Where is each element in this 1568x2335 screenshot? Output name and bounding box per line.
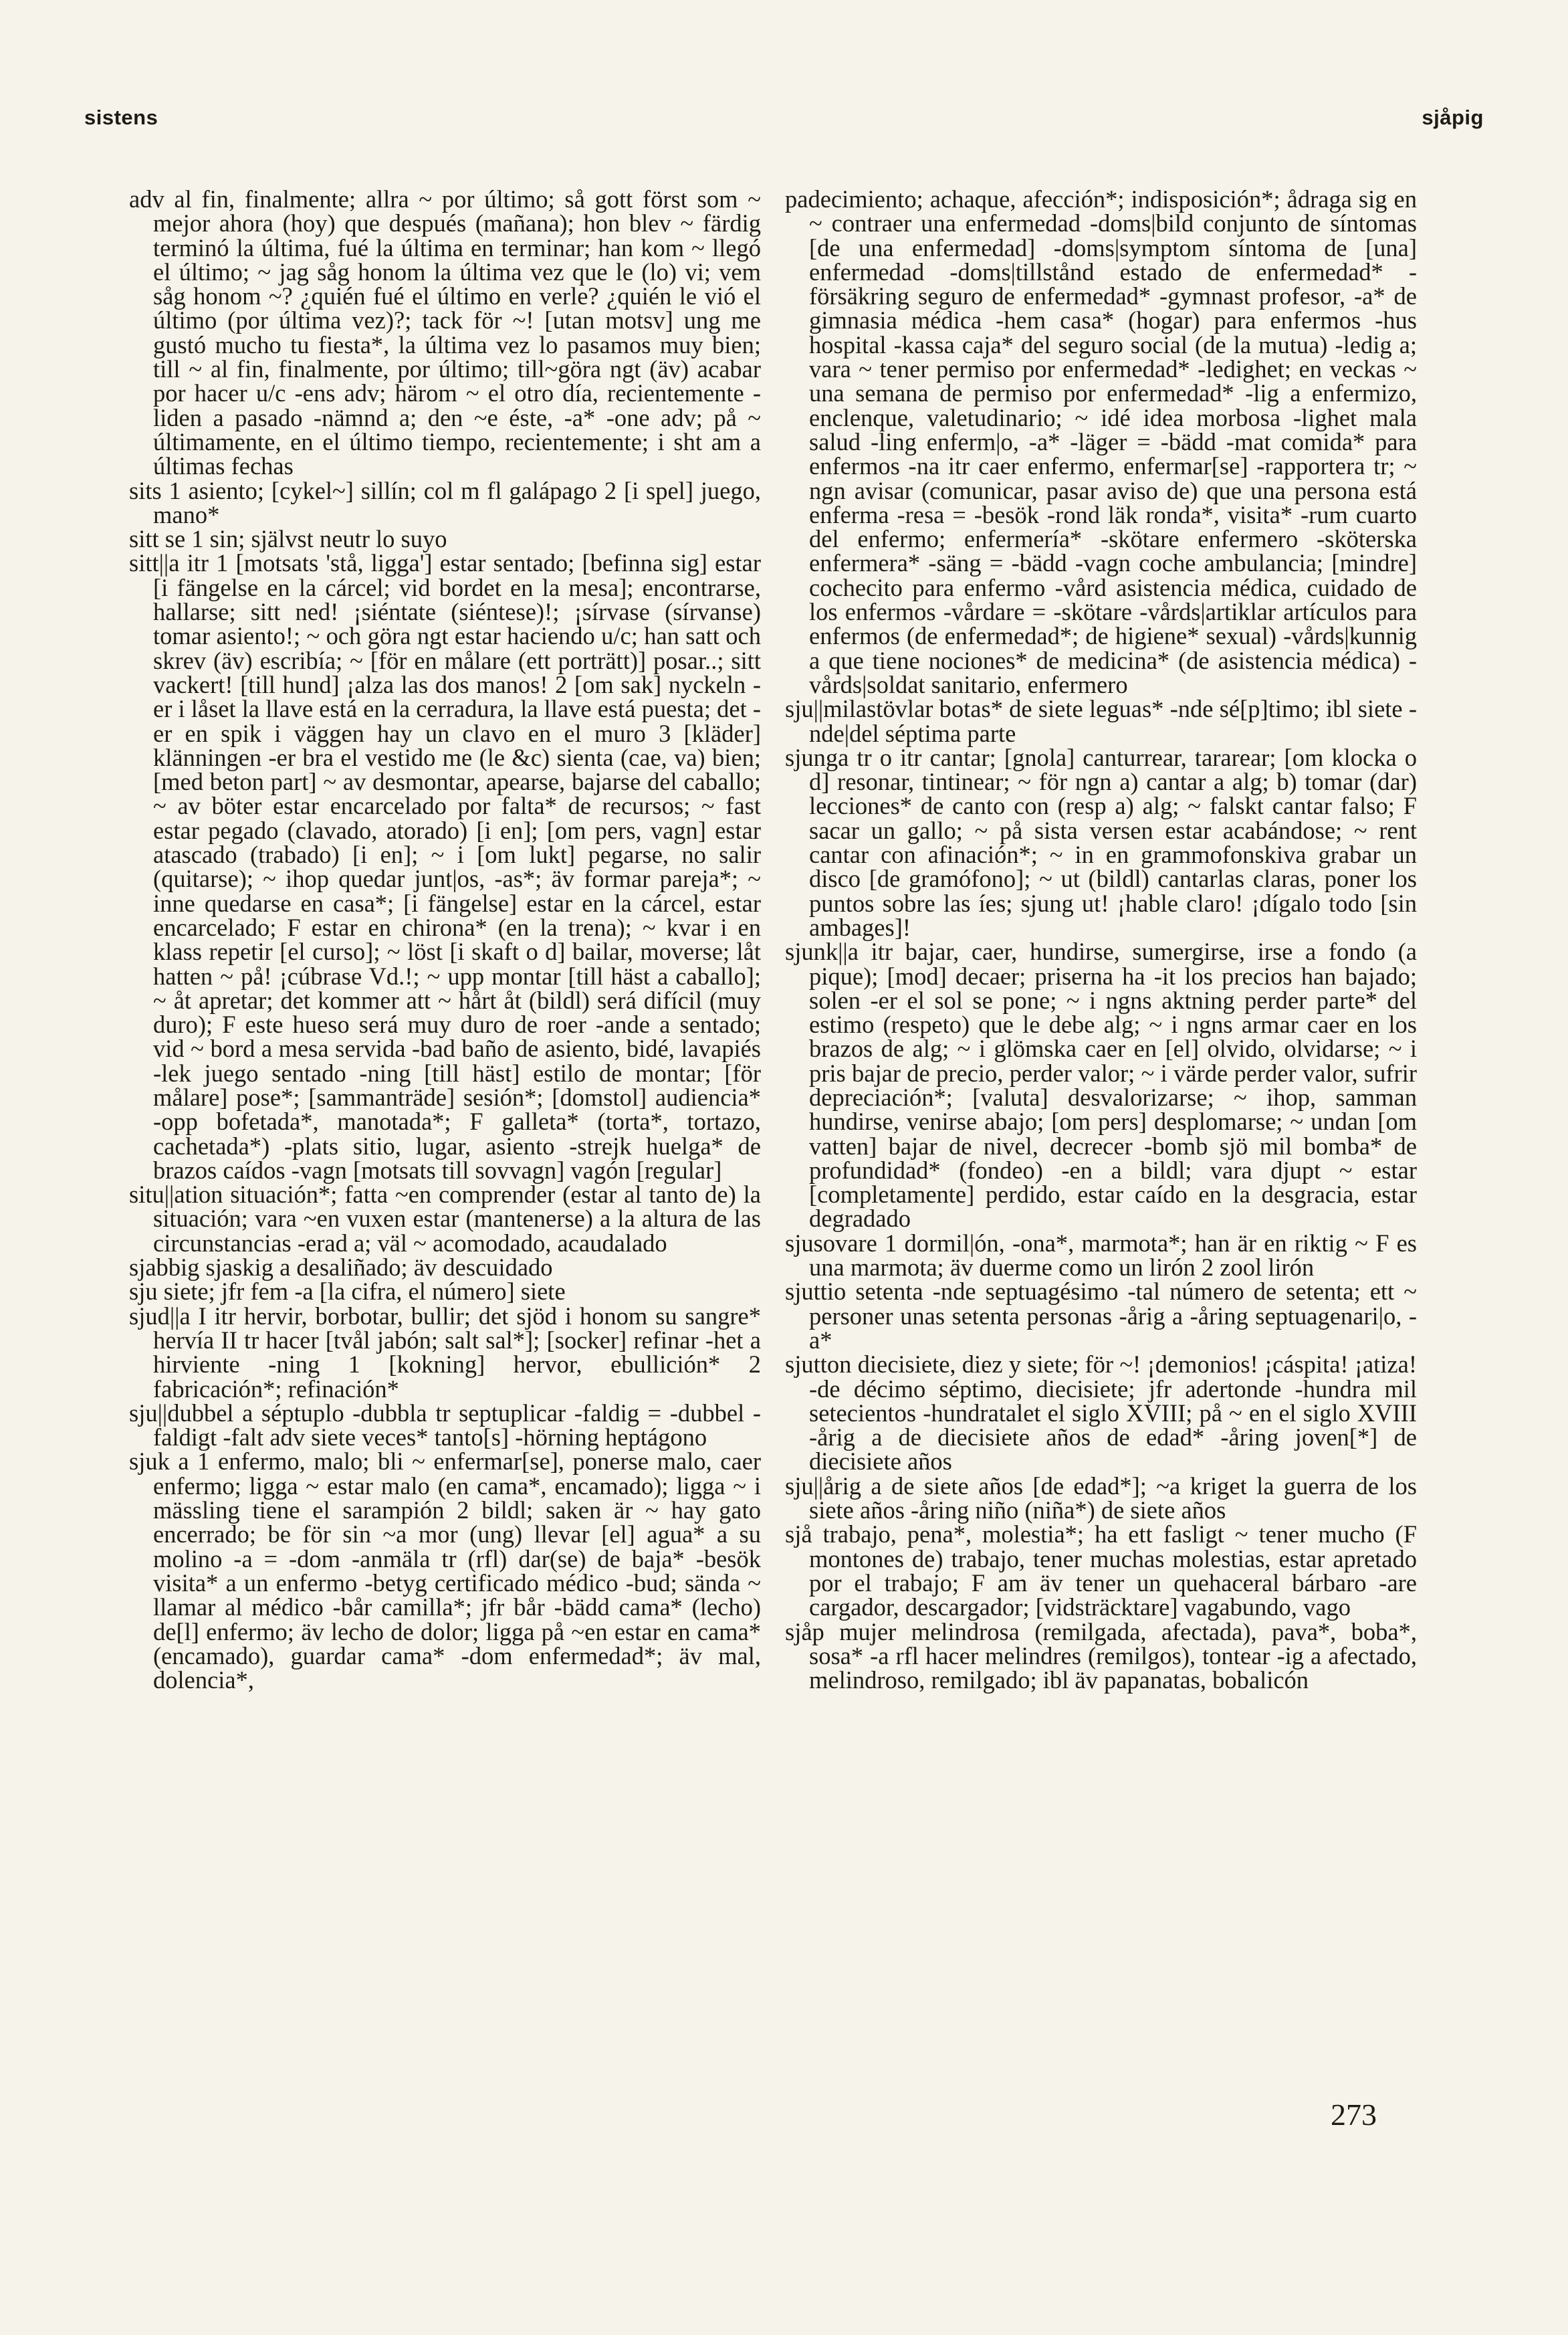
left-column <box>129 187 761 1692</box>
right-column <box>785 187 1417 1692</box>
dictionary-entry: sju||milastövlar botas* de siete leguas* -nde sé[p]timo; ibl siete -nde|del séptima parte <box>785 695 1417 747</box>
dictionary-entry: sjuk a 1 enfermo, malo; bli ~ enfermar[se], ponerse malo, caer enfermo; ligga ~ estar malo (en cama*, encamado); ligga ~ i mässling tiene el sarampión 2 bildl; saken är ~ hay gato encerrado; be för sin ~a mor (ung) llevar [el] agua* a su molino -a = -dom -anmäla tr (rfl) dar(se) de baja* -besök visita* a un enfermo -betyg certificado médico -bud; sända ~ llamar al médico -bår camilla*; jfr bår -bädd cama* (lecho) de[l] enfermo; äv lecho de dolor; ligga på ~en estar en cama* (encamado), guardar cama* -dom enfermedad*; äv mal, dolencia*, <box>129 1447 761 1694</box>
dictionary-entry: sjunk||a itr bajar, caer, hundirse, sumergirse, irse a fondo (a pique); [mod] decaer; priserna ha -it los precios han bajado; solen -er el sol se pone; ~ i ngns aktning perder parte* del estimo (respeto) que le debe alg; ~ i ngns armar caer en los brazos de alg; ~ i glömska caer en [el] olvido, olvidarse; ~ i pris bajar de precio, perder valor; ~ i värde perder valor, sufrir depreciación*; [valuta] desvalorizarse; ~ ihop, samman hundirse, venirse abajo; [om pers] desplomarse; ~ undan [om vatten] bajar de nivel, decrecer -bomb sjö mil bomba* de profundidad* (fondeo) -en a bildl; vara djupt ~ estar [completamente] perdido, estar caído en la desgracia, estar degradado <box>785 938 1417 1233</box>
dictionary-entry: sjuttio setenta -nde septuagésimo -tal número de setenta; ett ~ personer unas setenta personas -årig a -åring septuagenari|o, -a* <box>785 1278 1417 1354</box>
dictionary-entry: adv al fin, finalmente; allra ~ por último; så gott först som ~ mejor ahora (hoy) que después (mañana); hon blev ~ färdig terminó la última, fué la última en terminar; han kom ~ llegó el último; ~ jag såg honom la última vez que le (lo) vi; vem såg honom ~? ¿quién fué el último en verle? ¿quién le vió el último (por última vez)?; tack för ~! [utan motsv] ung me gustó mucho tu fiesta*, la última vez lo pasamos muy bien; till ~ al fin, finalmente, por último; till~göra ngt (äv) acabar por hacer u/c -ens adv; härom ~ el otro día, recientemente -liden a pasado -nämnd a; den ~e éste, -a* -one adv; på ~ últimamente, en el último tiempo, recientemente; i sht am a últimas fechas <box>129 185 761 480</box>
dictionary-entry: sju||årig a de siete años [de edad*]; ~a kriget la guerra de los siete años -åring niño (niña*) de siete años <box>785 1471 1417 1524</box>
page-number: 273 <box>1331 2098 1377 2132</box>
dictionary-entry: sitt||a itr 1 [motsats 'stå, ligga'] estar sentado; [befinna sig] estar [i fängelse en la cárcel; vid bordet en la mesa]; encontrarse, hallarse; sitt ned! ¡siéntate (siéntese)!; ¡sírvase (sírvanse) tomar asiento!; ~ och göra ngt estar haciendo u/c; han satt och skrev (äv) escribía; ~ [för en målare (ett porträtt)] posar..; sitt vackert! [till hund] ¡alza las dos manos! 2 [om sak] nyckeln -er i låset la llave está en la cerradura, la llave está puesta; det -er en spik i väggen hay un clavo en el muro 3 [kläder] klänningen -er bra el vestido me (le &c) sienta (cae, va) bien; [med beton part] ~ av desmontar, apearse, bajarse del caballo; ~ av böter estar encarcelado por falta* de recursos; ~ fast estar pegado (clavado, atorado) [i en]; [om pers, vagn] estar atascado (trabado) [i en]; ~ i [om lukt] pegarse, no salir (quitarse); ~ ihop quedar junt|os, -as*; äv formar pareja*; ~ inne quedarse en casa*; [i fängelse] estar en la cárcel, estar encarcelado; F estar en chirona* (en la trena); ~ kvar i en klass repetir [el curso]; ~ löst [i skaft o d] bailar, moverse; låt hatten ~ på! ¡cúbrase Vd.!; ~ upp montar [till häst a caballo]; ~ åt apretar; det kommer att ~ hårt åt (bildl) será difícil (muy duro); F este hueso será muy duro de roer -ande a sentado; vid ~ bord a mesa servida -bad baño de asiento, bidé, lavapiés -lek juego sentado -ning [till häst] estilo de montar; [för målare] pose*; [sammanträde] sesión*; [domstol] audiencia* -opp bofetada*, manotada*; F galleta* (torta*, tortazo, cachetada*) -plats sitio, lugar, asiento -strejk huelga* de brazos caídos -vagn [motsats till sovvagn] vagón [regular] <box>129 549 761 1184</box>
dictionary-entry: sjunga tr o itr cantar; [gnola] canturrear, tararear; [om klocka o d] resonar, tintinear; ~ för ngn a) cantar a alg; b) tomar (dar) lecciones* de canto con (resp a) alg; ~ falskt cantar falso; F sacar un gallo; ~ på sista versen estar acabándose; ~ rent cantar con afinación*; ~ in en grammofonskiva grabar un disco [de gramófono]; ~ ut (bildl) cantarlas claras, poner los puntos sobre las íes; sjung ut! ¡hable claro! ¡dígalo todo [sin ambages]! <box>785 743 1417 941</box>
dictionary-entry: sjå trabajo, pena*, molestia*; ha ett fasligt ~ tener mucho (F montones de) trabajo, tener muchas molestias, estar apretado por el trabajo; F am äv tener un quehaceral bárbaro -are cargador, descargador; [vidsträcktare] vagabundo, vago <box>785 1520 1417 1621</box>
dictionary-entry: sits 1 asiento; [cykel~] sillín; col m fl galápago 2 [i spel] juego, mano* <box>129 476 761 528</box>
dictionary-entry: sjud||a I itr hervir, borbotar, bullir; det sjöd i honom su sangre* hervía II tr hacer [tvål jabón; salt sal*]; [socker] refinar -het a hirviente -ning 1 [kokning] hervor, ebullición* 2 fabricación*; refinación* <box>129 1302 761 1403</box>
dictionary-entry: sjusovare 1 dormil|ón, -ona*, marmota*; han är en riktig ~ F es una marmota; äv duerme como un lirón 2 zool lirón <box>785 1229 1417 1282</box>
dictionary-entry: padecimiento; achaque, afección*; indisposición*; ådraga sig en ~ contraer una enfermedad -doms|bild conjunto de síntomas [de una enfermedad] -doms|symptom síntoma de [una] enfermedad -doms|tillstånd estado de enfermedad* -försäkring seguro de enfermedad* -gymnast profesor, -a* de gimnasia médica -hem casa* (hogar) para enfermos -hus hospital -kassa caja* del seguro social (de la mutua) -ledig a; vara ~ tener permiso por enfermedad* -ledighet; en veckas ~ una semana de permiso por enfermedad* -lig a enfermizo, enclenque, valetudinario; ~ idé idea morbosa -lighet mala salud -ling enferm|o, -a* -läger = -bädd -mat comida* para enfermos -na itr caer enfermo, enfermar[se] -rapportera tr; ~ ngn avisar (comunicar, pasar aviso de) que una persona está enferma -resa = -besök -rond läk ronda*, visita* -rum cuarto del enfermo; enfermería* -skötare enfermero -sköterska enfermera* -säng = -bädd -vagn coche ambulancia; [mindre] cochecito para enfermo -vård asistencia médica, cuidado de los enfermos -vårdare = -skötare -vårds|artiklar artículos para enfermos (de enfermedad*; de higiene* sexual) -vårds|kunnig a que tiene nociones* de medicina* (de asistencia médica) -vårds|soldat sanitario, enfermero <box>785 185 1417 698</box>
page-header <box>84 106 1484 146</box>
dictionary-entry: sjabbig sjaskig a desaliñado; äv descuidado <box>129 1253 553 1282</box>
left-guide-word: sistens <box>84 106 158 129</box>
dictionary-entry: sjåp mujer melindrosa (remilgada, afectada), pava*, boba*, sosa* -a rfl hacer melindres (remilgos), tontear -ig a afectado, melindroso, remilgado; ibl äv papanatas, bobalicón <box>785 1617 1417 1694</box>
dictionary-entry: sju siete; jfr fem -a [la cifra, el número] siete <box>129 1278 566 1306</box>
right-guide-word: sjåpig <box>1422 106 1484 129</box>
dictionary-entry: sju||dubbel a séptuplo -dubbla tr septuplicar -faldig = -dubbel -faldigt -falt adv siete veces* tanto[s] -hörning heptágono <box>129 1399 761 1451</box>
dictionary-entry: sitt se 1 sin; självst neutr lo suyo <box>129 525 447 553</box>
dictionary-entry: sjutton diecisiete, diez y siete; för ~! ¡demonios! ¡cáspita! ¡atiza! -de décimo séptimo, diecisiete; jfr adertonde -hundra mil setecientos -hundratalet el siglo XVIII; på ~ en el siglo XVIII -årig a de diecisiete años de edad* -åring joven[*] de diecisiete años <box>785 1350 1417 1476</box>
dictionary-entry: situ||ation situación*; fatta ~en comprender (estar al tanto de) la situación; vara ~en vuxen estar (mantenerse) a la altura de las circunstancias -erad a; väl ~ acomodado, acaudalado <box>129 1181 761 1257</box>
